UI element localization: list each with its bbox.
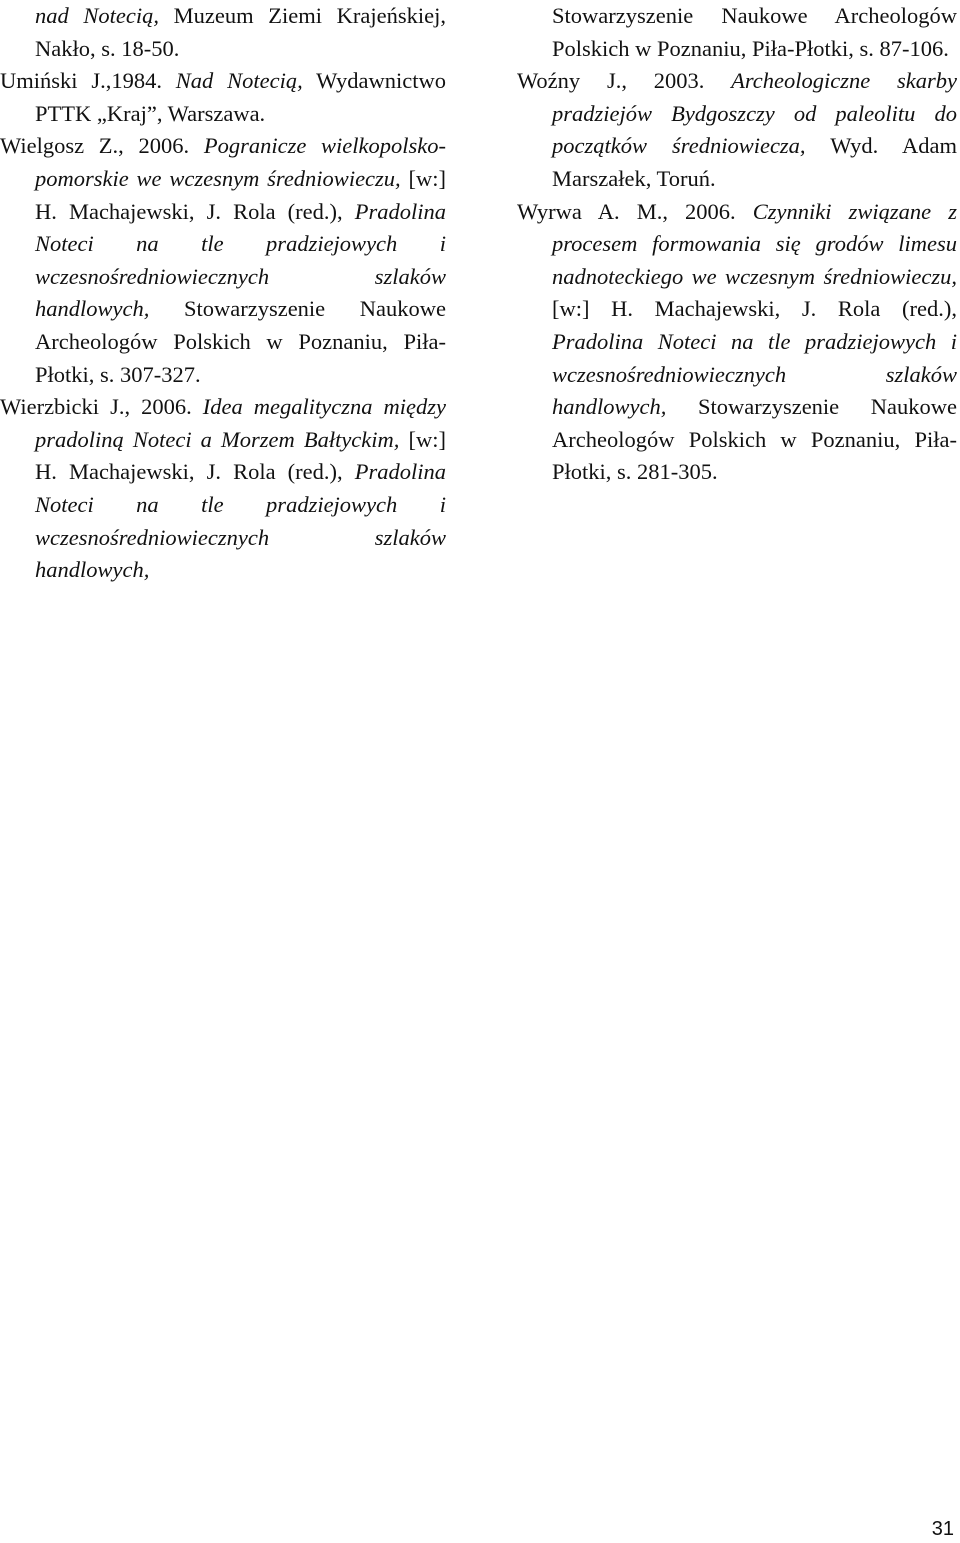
reference-title: Czynniki związane z procesem formowania się grodów limesu nadnoteckiego we wczesnym średniowieczu, bbox=[552, 198, 957, 289]
reference-author: Woźny J., 2003. bbox=[517, 68, 732, 94]
reference-details: [w:] H. Machajewski, J. Rola (red.), bbox=[35, 426, 446, 485]
reference-title: Pogranicze wielkopolsko-pomorskie we wczesnym średniowieczu, bbox=[35, 133, 447, 191]
left-column bbox=[0, 0, 446, 587]
reference-title: Nad Notecią, bbox=[175, 68, 303, 94]
reference-title: nad Notecią, bbox=[35, 3, 160, 28]
reference-title: Idea megalityczna między pradoliną Noteci a Morzem Bałtyckim, bbox=[35, 394, 446, 452]
reference-details: Stowarzyszenie Naukowe Archeologów Polskich w Poznaniu, Piła-Płotki, s. 87-106. bbox=[552, 3, 957, 61]
reference-volume-title: Pradolina Noteci na tle pradziejowych i wczesnośredniowiecznych szlaków handlowych, bbox=[552, 328, 957, 420]
reference-author: Wielgosz Z., 2006. bbox=[0, 133, 204, 159]
reference-author: Umiński J.,1984. bbox=[0, 68, 176, 94]
reference-volume-title: Pradolina Noteci na tle pradziejowych i wczesnośredniowiecznych szlaków handlowych, bbox=[35, 198, 446, 322]
reference-entry bbox=[0, 0, 446, 65]
reference-volume-title: Pradolina Noteci na tle pradziejowych i wczesnośredniowiecznych szlaków handlowych, bbox=[35, 459, 446, 583]
reference-details: Muzeum Ziemi Krajeńskiej, Nakło, s. 18-50. bbox=[35, 3, 446, 61]
reference-details: Wydawnictwo PTTK „Kraj”, Warszawa. bbox=[35, 68, 446, 126]
reference-entry bbox=[517, 0, 957, 65]
reference-entry bbox=[0, 65, 446, 130]
reference-entry bbox=[517, 196, 957, 489]
reference-details: [w:] H. Machajewski, J. Rola (red.), bbox=[35, 165, 446, 224]
page-number: 31 bbox=[931, 1518, 954, 1540]
reference-author: Wyrwa A. M., 2006. bbox=[517, 198, 753, 224]
reference-publisher: Stowarzyszenie Naukowe Archeologów Polskich w Poznaniu, Piła-Płotki, s. 307-327. bbox=[35, 296, 446, 387]
reference-entry bbox=[517, 65, 957, 195]
reference-title: Archeologiczne skarby pradziejów Bydgoszczy od paleolitu do początków średniowiecza, bbox=[552, 68, 957, 159]
reference-details: [w:] H. Machajewski, J. Rola (red.), bbox=[552, 296, 957, 322]
reference-entry bbox=[0, 130, 446, 391]
reference-publisher: Stowarzyszenie Naukowe Archeologów Polskich w Poznaniu, Piła-Płotki, s. 281-305. bbox=[552, 394, 957, 485]
reference-author: Wierzbicki J., 2006. bbox=[0, 394, 203, 420]
reference-details: Wyd. Adam Marszałek, Toruń. bbox=[552, 133, 957, 191]
reference-entry bbox=[0, 391, 446, 587]
right-column bbox=[517, 0, 957, 489]
